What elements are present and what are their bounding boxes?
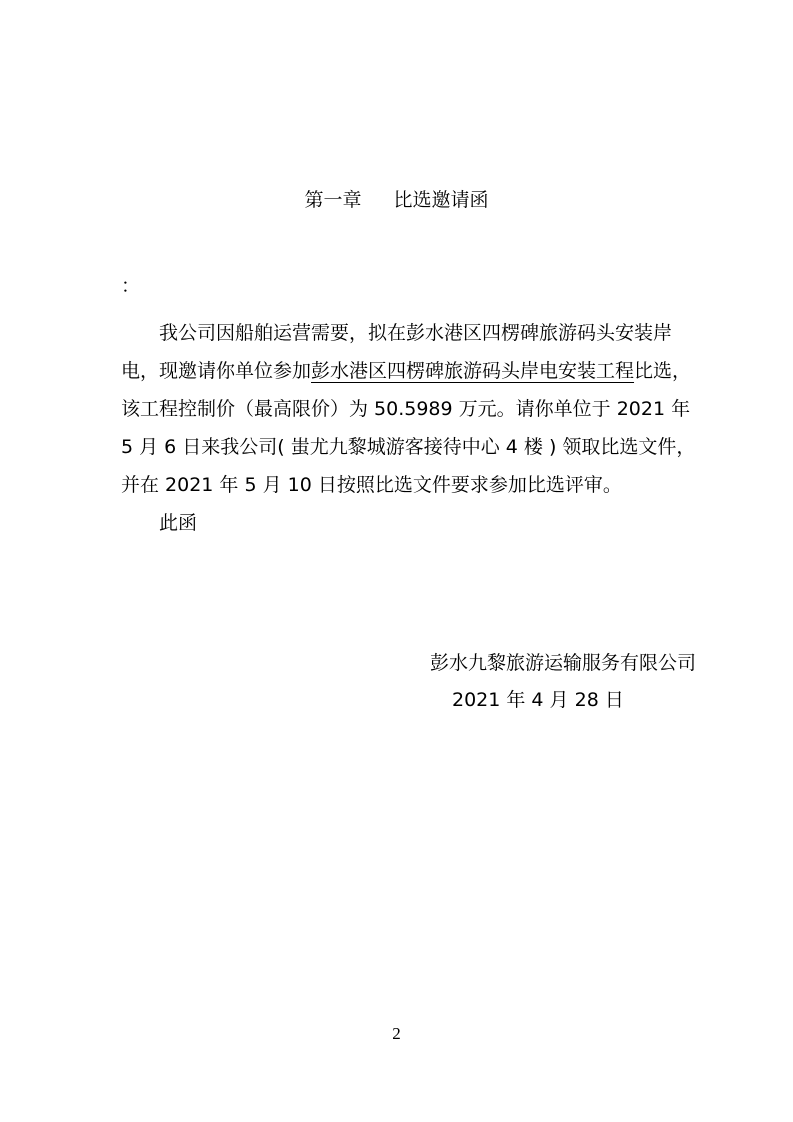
closing-line: 此函 (159, 512, 198, 534)
chapter-label: 第一章 (304, 189, 362, 211)
project-name: 彭水港区四楞碑旅游码头岸电安装工程 (311, 360, 635, 382)
signature-date: 2021 年 4 月 28 日 (452, 689, 624, 711)
chapter-title: 比选邀请函 (393, 189, 489, 211)
letter-body (121, 314, 701, 542)
page-number: 2 (392, 1024, 401, 1043)
recipient-line: ： (121, 275, 141, 297)
signature-company: 彭水九黎旅游运输服务有限公司 (429, 652, 696, 674)
body-paragraph (121, 314, 701, 504)
body-text-intro: 我公司因船舶运营需要，拟在彭水港区四楞碑旅游码头安装岸电，现邀请你单位参加 (121, 322, 673, 382)
page-title (0, 186, 793, 214)
body-text-details: 比选，该工程控制价（最高限价）为 50.5989 万元。请你单位于 2021 年 5 月 6 日来我公司( 蚩尤九黎城游客接待中心 4 楼 ) 领取比选文件，并在 2021 年 5 月 10 日按照比选文件要求参加比选评审。 (121, 360, 696, 496)
